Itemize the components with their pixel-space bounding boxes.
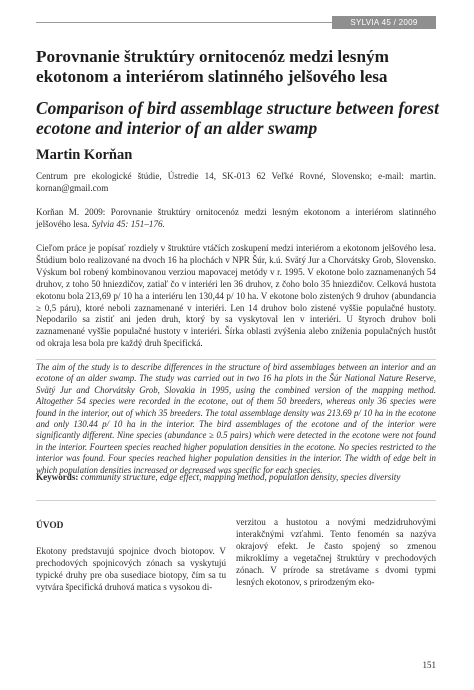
body-paragraph-left: Ekotony predstavujú spojnice dvoch biotopov. V prechodových spojnicových zónach sa vyskytujú typické druhy pre oba susediace biotopy, čím sa tu vytvára špecifická druhová matica s vysokou di- bbox=[36, 546, 226, 592]
abstract-divider-top bbox=[36, 359, 436, 360]
abstract-english: The aim of the study is to describe differences in the structure of bird assemblages between an interior and an ecotone of an alder swamp. The study was carried out in two 16 ha plots in the Šúr National Nature Reserve, Svätý Jur and Chorvátsky Grob, Slovakia in 1995, using the combined version of the mapping method. Altogether 54 species were recorded in the ecotone, out of them 50 breeders, whereas only 36 species were found in the interior, out of which 35 breeders. The total assemblage density was 213.69 p/ 10 ha in the ecotone and only 130.44 p/ 10 ha in the interior. The bird assemblages of the ecotone and of the interior were significantly different. Nine species (abundance ≥ 0.5 pairs) which were detected in the ecotone were not found in the interior. Fourteen species reached higher population densities in the ecotone. No species restricted to the interior was found. Four species reached higher population densities in the interior. The width of edge belt in which population densities increased or decreased was specific for each species. bbox=[36, 362, 436, 475]
author-name: Martin Korňan bbox=[36, 147, 133, 163]
header-rule bbox=[36, 22, 332, 23]
keywords-label: Keywords: bbox=[36, 472, 79, 482]
citation-text: Korňan M. 2009: Porovnanie štruktúry ornitocenóz medzi lesným ekotonom a interiérom slatinného jelšového lesa. bbox=[36, 207, 436, 229]
abstract-divider-bottom bbox=[36, 500, 436, 501]
author-affiliation: Centrum pre ekologické štúdie, Ústredie 14, SK-013 62 Veľké Rovné, Slovensko; e-mail: martin. kornan@gmail.com bbox=[36, 171, 436, 193]
keywords-text: community structure, edge effect, mapping method, population density, species diversity bbox=[80, 472, 401, 482]
body-paragraph-right: verzitou a hustotou a novými medzidruhovými interakčnými vzťahmi. Tento fenomén sa nazýva okrajový efekt. Je často spojený so zmenou mikroklímy a vegetačnej štruktúry v prechodových zónach. V prírode sa stretávame s dvomi typmi lesných ekotonov, s prirodzeným eko- bbox=[236, 517, 436, 587]
article-title-slovak: Porovnanie štruktúry ornitocenóz medzi lesným ekotonom a interiérom slatinného jelšového lesa bbox=[36, 47, 389, 86]
running-header bbox=[0, 16, 474, 30]
citation bbox=[36, 207, 436, 231]
body-right-column bbox=[236, 516, 436, 588]
article-title-english: Comparison of bird assemblage structure between forest ecotone and interior of an alder swamp bbox=[36, 98, 439, 138]
body-left-column bbox=[36, 520, 226, 593]
citation-source: Sylvia 45: 151–176. bbox=[91, 218, 165, 229]
keywords bbox=[36, 472, 436, 484]
journal-badge: SYLVIA 45 / 2009 bbox=[332, 16, 436, 29]
page-number: 151 bbox=[422, 660, 436, 670]
abstract-slovak: Cieľom práce je popísať rozdiely v štruktúre vtáčích zoskupení medzi interiérom a ekotonom jelšového lesa. Štúdium bolo realizované na dvoch 16 ha plochách v NPR Šúr, k.ú. Svätý Jur a Chorvátsky Grob, Slovensko. Výskum bol robený kombinovanou verziou mapovacej metódy v r. 1995. V ekotone bolo zaznamenaných 54 druhov, z toho 50 hniezdičov, zatiaľ čo v interiéri len 36 druhov, z čoho bolo 35 hniezdičov. Celková hustota ekotonu bola 213,69 p/ 10 ha a interiéru len 130,44 p/ 10 ha. V ekotone bolo zistených 9 druhov (abundancia ≥ 0,5 páru), ktoré neboli zaznamenané v interiéri. Len 14 druhov bolo zistené vyššie populačné hustoty. Nepodarilo sa zistiť ani jeden druh, ktorý by sa vyskytoval len v interiéri. U štyroch druhov boli zaznamenané vyššie populačné hustoty v interiéri. Šírka oblasti zvýšenia alebo zníženia populačných hustôt od okraja lesa bola pre každý druh špecifická. bbox=[36, 243, 436, 349]
section-heading-intro: ÚVOD bbox=[36, 521, 64, 531]
